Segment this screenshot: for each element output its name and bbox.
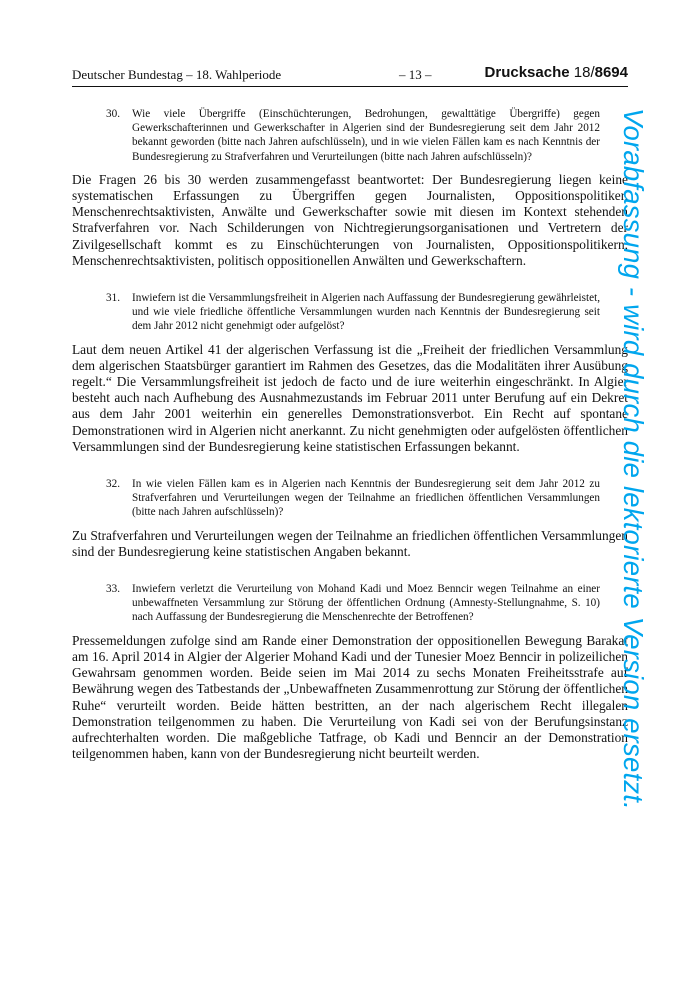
question-text: In wie vielen Fällen kam es in Algerien nach Kenntnis der Bundesregierung seit dem Jahr 2012 zu Strafverfahren und Verurteilungen wegen der Teilnahme an friedlichen öffentlichen Versammlungen (bitte nach Jahren aufschlüsseln)? <box>132 478 600 519</box>
watermark-text: Vorabfassung - wird durch die lektorierte Version ersetzt. <box>618 108 649 810</box>
header-publication: Deutscher Bundestag – 18. Wahlperiode <box>72 67 282 82</box>
doc-label: Drucksache <box>484 64 570 81</box>
doc-prefix: 18/ <box>573 64 595 81</box>
question-text: Inwiefern ist die Versammlungsfreiheit in Algerien nach Auffassung der Bundesregierung gewährleistet, und wie viele friedliche öffentliche Versammlungen wurden nach Kenntnis der Bundesregierung seit dem Jahr 2012 nicht genehmigt oder aufgelöst? <box>132 292 600 333</box>
question-block <box>72 291 628 334</box>
answer-paragraph: Pressemeldungen zufolge sind am Rande einer Demonstration der oppositionellen Bewegung Barakat am 16. April 2014 in Algier der Algerier Mohand Kadi und der Tunesier Moez Benncir in polizeilichen Gewahrsam genommen worden. Beide seien im Mai 2014 zu sechs Monaten Freiheitsstrafe auf Bewährung wegen des Tatbestands der „Unbewaffneten Zusammenrottung zur Störung der öffentlichen Ruhe“ verurteilt worden. Beide hätten bestritten, an der nach algerischem Recht illegalen Demonstration teilgenommen zu haben. Die Verurteilung von Kadi sei von der Berufungsinstanz aufrechterhalten worden. Die maßgebliche Tatfrage, ob Kadi und Benncir an der Demonstration teilgenommen haben, kann von der Bundesregierung nicht beurteilt werden. <box>72 632 628 762</box>
page-content <box>72 107 628 762</box>
document-number <box>485 64 628 81</box>
doc-number: 8694 <box>594 64 628 81</box>
answer-paragraph: Zu Strafverfahren und Verurteilungen wegen der Teilnahme an friedlichen öffentlichen Versammlungen sind der Bundesregierung keine statistischen Angaben bekannt. <box>72 527 628 559</box>
draft-watermark <box>618 108 681 916</box>
question-block <box>72 107 628 164</box>
page-header <box>72 64 628 87</box>
question-number: 33. <box>106 583 120 596</box>
question-number: 31. <box>106 292 120 305</box>
question-text: Wie viele Übergriffe (Einschüchterungen, Bedrohungen, gewalttätige Übergriffe) gegen Gewerkschafterinnen und Gewerkschafter in Algerien sind der Bundesregierung seit dem Jahr 2012 bekannt geworden (bitte nach Jahren aufschlüsseln), und in wie vielen Fällen kam es nach Kenntnis der Bundesregierung zu Strafverfahren und Verurteilungen (bitte nach Jahren aufschlüsseln)? <box>132 108 600 163</box>
question-number: 32. <box>106 478 120 491</box>
page-number: – 13 – <box>399 67 432 82</box>
question-number: 30. <box>106 108 120 120</box>
answer-paragraph: Laut dem neuen Artikel 41 der algerischen Verfassung ist die „Freiheit der friedlichen Versammlung dem algerischen Staatsbürger garantiert im Rahmen des Gesetzes, das die Modalitäten ihrer Ausübung regelt.“ Die Versammlungsfreiheit ist jedoch de facto und de iure weiterhin eingeschränkt. In Algier besteht auch nach Aufhebung des Ausnahmezustands im Februar 2011 unter Berufung auf ein Dekret aus dem Jahr 2001 weiterhin ein generelles Demonstrationsverbot. Ein Recht auf spontane Demonstrationen wird in Algerien nicht anerkannt. Zu nicht genehmigten oder aufgelösten öffentlichen Versammlungen sind der Bundesregierung keine statistischen Erfassungen bekannt. <box>72 341 628 454</box>
question-block <box>72 477 628 520</box>
question-text: Inwiefern verletzt die Verurteilung von Mohand Kadi und Moez Benncir wegen Teilnahme an einer unbewaffneten Versammlung zur Störung der öffentlichen Ordnung (Amnesty-Stellungnahme, S. 10) nach Auffassung der Bundesregierung die Menschenrechte der Betroffenen? <box>132 583 600 624</box>
answer-paragraph: Die Fragen 26 bis 30 werden zusammengefasst beantwortet: Der Bundesregierung liegen keine systematischen Erfassungen zu Übergriffen gegen Journalisten, Oppositionspolitiker, Menschenrechtsaktivisten, Anwälte und Gewerkschafter sowie mit diesen im Kontext stehenden Strafverfahren vor. Nach Schilderungen von Nichtregierungsorganisationen und Vertretern der Zivilgesellschaft kommt es zu Einschüchterungen von Journalisten, Oppositionspolitikern, Menschenrechtsaktivisten, politisch oppositionellen Anwälten und Gewerkschaftern. <box>72 171 628 268</box>
question-block <box>72 582 628 625</box>
